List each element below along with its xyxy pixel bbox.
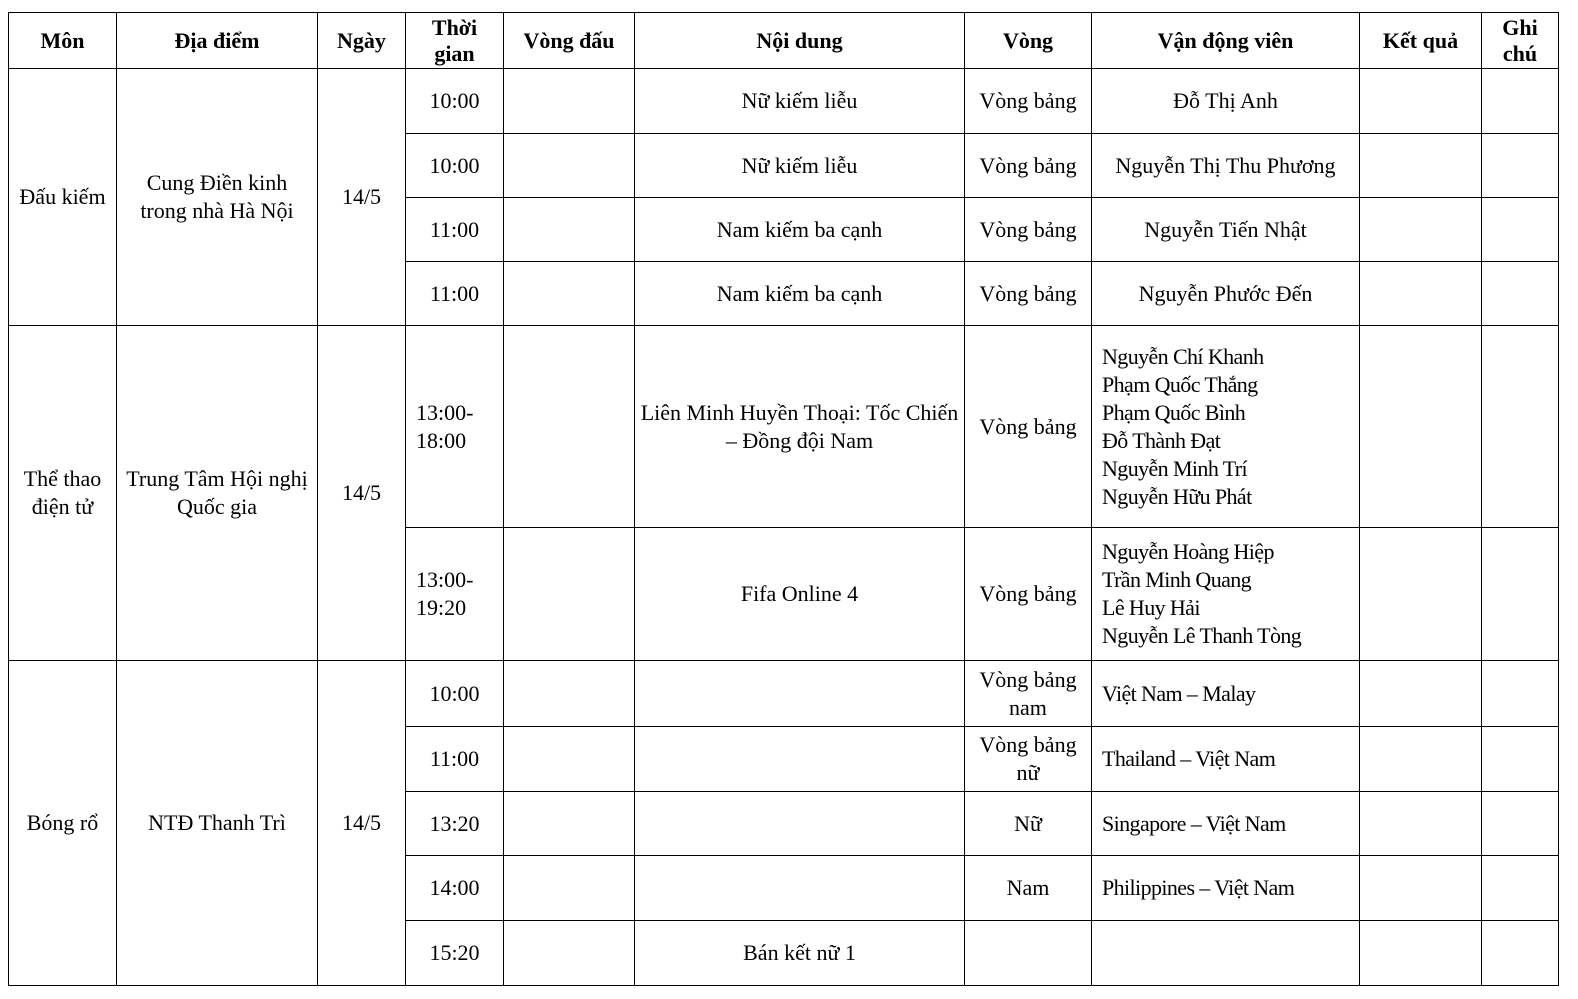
result-cell: [1360, 792, 1482, 856]
sport-cell: Thể thao điện tử: [9, 326, 117, 661]
time-cell: 15:20: [406, 921, 504, 986]
round-cell: [965, 921, 1092, 986]
header-row: [9, 13, 1559, 69]
header-ghi-chu: Ghi chú: [1482, 13, 1559, 69]
header-thoi-gian: Thời gian: [406, 13, 504, 69]
table-row: [9, 69, 1559, 134]
athlete-cell: Singapore – Việt Nam: [1092, 792, 1360, 856]
round-cell: Nam: [965, 856, 1092, 921]
header-vong-dau: Vòng đấu: [504, 13, 635, 69]
athlete-list: [1092, 326, 1360, 528]
content-cell: Liên Minh Huyền Thoại: Tốc Chiến – Đồng đội Nam: [635, 326, 965, 528]
athlete-cell: Việt Nam – Malay: [1092, 661, 1360, 727]
content-cell: Bán kết nữ 1: [635, 921, 965, 986]
header-ket-qua: Kết quả: [1360, 13, 1482, 69]
content-cell: Nữ kiếm liễu: [635, 134, 965, 198]
header-ngay: Ngày: [318, 13, 406, 69]
round-cell: Vòng bảng: [965, 326, 1092, 528]
round-cell: Vòng bảng: [965, 262, 1092, 326]
time-cell: 13:20: [406, 792, 504, 856]
time-cell: 11:00: [406, 198, 504, 262]
note-cell: [1482, 326, 1559, 528]
vong-dau-cell: [504, 326, 635, 528]
athlete-name: Phạm Quốc Bình: [1102, 399, 1246, 425]
vong-dau-cell: [504, 134, 635, 198]
note-cell: [1482, 792, 1559, 856]
result-cell: [1360, 198, 1482, 262]
vong-dau-cell: [504, 528, 635, 661]
content-cell: [635, 856, 965, 921]
athlete-cell: Philippines – Việt Nam: [1092, 856, 1360, 921]
content-cell: Nam kiếm ba cạnh: [635, 262, 965, 326]
note-cell: [1482, 856, 1559, 921]
result-cell: [1360, 661, 1482, 727]
athlete-cell: Nguyễn Tiến Nhật: [1092, 198, 1360, 262]
note-cell: [1482, 921, 1559, 986]
vong-dau-cell: [504, 727, 635, 792]
athlete-cell: Đỗ Thị Anh: [1092, 69, 1360, 134]
note-cell: [1482, 69, 1559, 134]
header-dia-diem: Địa điểm: [117, 13, 318, 69]
time-cell: 11:00: [406, 727, 504, 792]
result-cell: [1360, 856, 1482, 921]
result-cell: [1360, 528, 1482, 661]
result-cell: [1360, 921, 1482, 986]
athlete-cell: Nguyễn Thị Thu Phương: [1092, 134, 1360, 198]
round-cell: Vòng bảng: [965, 198, 1092, 262]
header-noi-dung: Nội dung: [635, 13, 965, 69]
sport-cell: Bóng rổ: [9, 661, 117, 986]
athlete-name: Nguyễn Lê Thanh Tòng: [1102, 623, 1302, 648]
result-cell: [1360, 326, 1482, 528]
content-cell: Fifa Online 4: [635, 528, 965, 661]
vong-dau-cell: [504, 262, 635, 326]
result-cell: [1360, 69, 1482, 134]
athlete-name: Đỗ Thành Đạt: [1102, 427, 1221, 453]
athlete-name: Nguyễn Chí Khanh: [1102, 343, 1264, 369]
round-cell: Vòng bảng: [965, 528, 1092, 661]
time-cell: 13:00-18:00: [406, 326, 504, 528]
athlete-name: Phạm Quốc Thắng: [1102, 371, 1258, 397]
note-cell: [1482, 262, 1559, 326]
time-cell: 14:00: [406, 856, 504, 921]
date-cell: 14/5: [318, 326, 406, 661]
content-cell: [635, 661, 965, 727]
round-cell: Nữ: [965, 792, 1092, 856]
round-cell: Vòng bảng nữ: [965, 727, 1092, 792]
vong-dau-cell: [504, 198, 635, 262]
round-cell: Vòng bảng: [965, 69, 1092, 134]
content-cell: [635, 792, 965, 856]
schedule-table: [8, 12, 1559, 986]
time-cell: 13:00-19:20: [406, 528, 504, 661]
note-cell: [1482, 661, 1559, 727]
date-cell: 14/5: [318, 661, 406, 986]
header-van-dong-vien: Vận động viên: [1092, 13, 1360, 69]
athlete-name: Nguyễn Minh Trí: [1102, 455, 1248, 481]
result-cell: [1360, 262, 1482, 326]
table-row: [9, 661, 1559, 727]
athlete-name: Lê Huy Hải: [1102, 595, 1200, 620]
note-cell: [1482, 134, 1559, 198]
note-cell: [1482, 198, 1559, 262]
header-vong: Vòng: [965, 13, 1092, 69]
date-cell: 14/5: [318, 69, 406, 326]
header-mon: Môn: [9, 13, 117, 69]
round-cell: Vòng bảng: [965, 134, 1092, 198]
note-cell: [1482, 727, 1559, 792]
vong-dau-cell: [504, 69, 635, 134]
content-cell: Nữ kiếm liễu: [635, 69, 965, 134]
time-cell: 11:00: [406, 262, 504, 326]
time-cell: 10:00: [406, 69, 504, 134]
content-cell: Nam kiếm ba cạnh: [635, 198, 965, 262]
table-row: [9, 326, 1559, 528]
venue-cell: Cung Điền kinh trong nhà Hà Nội: [117, 69, 318, 326]
venue-cell: Trung Tâm Hội nghị Quốc gia: [117, 326, 318, 661]
vong-dau-cell: [504, 792, 635, 856]
time-cell: 10:00: [406, 134, 504, 198]
athlete-cell: Thailand – Việt Nam: [1092, 727, 1360, 792]
sport-cell: Đấu kiếm: [9, 69, 117, 326]
vong-dau-cell: [504, 921, 635, 986]
round-cell: Vòng bảng nam: [965, 661, 1092, 727]
athlete-name: Nguyễn Hoàng Hiệp: [1102, 539, 1274, 564]
vong-dau-cell: [504, 661, 635, 727]
athlete-name: Trần Minh Quang: [1102, 567, 1252, 592]
venue-cell: NTĐ Thanh Trì: [117, 661, 318, 986]
time-cell: 10:00: [406, 661, 504, 727]
athlete-cell: [1092, 921, 1360, 986]
athlete-list: [1092, 528, 1360, 661]
note-cell: [1482, 528, 1559, 661]
result-cell: [1360, 727, 1482, 792]
result-cell: [1360, 134, 1482, 198]
vong-dau-cell: [504, 856, 635, 921]
athlete-name: Nguyễn Hữu Phát: [1102, 483, 1252, 509]
athlete-cell: Nguyễn Phước Đến: [1092, 262, 1360, 326]
content-cell: [635, 727, 965, 792]
